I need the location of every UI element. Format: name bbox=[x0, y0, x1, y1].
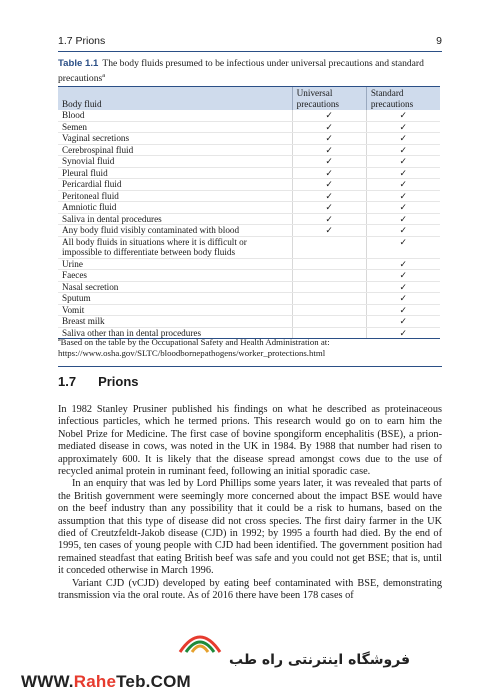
table-row bbox=[58, 293, 440, 305]
cell-body-fluid: Amniotic fluid bbox=[58, 202, 292, 214]
watermark-url bbox=[18, 672, 194, 692]
cell-universal-check: ✓ bbox=[292, 190, 366, 202]
table-row bbox=[58, 167, 440, 179]
cell-body-fluid: Any body fluid visibly contaminated with blood bbox=[58, 225, 292, 237]
cell-universal-check: ✓ bbox=[292, 121, 366, 133]
table-caption-text: The body fluids presumed to be infectious under universal precautions and standard precautions bbox=[58, 58, 424, 85]
cell-body-fluid: Urine bbox=[58, 258, 292, 270]
section-number: 1.7 bbox=[58, 374, 77, 389]
table-row bbox=[58, 202, 440, 214]
cell-body-fluid: Breast milk bbox=[58, 316, 292, 328]
watermark-logo-icon bbox=[176, 628, 224, 656]
cell-universal-check: ✓ bbox=[292, 179, 366, 191]
cell-body-fluid: Vomit bbox=[58, 304, 292, 316]
cell-standard-check: ✓ bbox=[366, 236, 440, 258]
cell-universal-check: ✓ bbox=[292, 133, 366, 145]
cell-universal-check bbox=[292, 270, 366, 282]
table-row bbox=[58, 156, 440, 168]
table-row bbox=[58, 133, 440, 145]
cell-standard-check: ✓ bbox=[366, 225, 440, 237]
cell-universal-check bbox=[292, 304, 366, 316]
cell-body-fluid: Vaginal secretions bbox=[58, 133, 292, 145]
cell-body-fluid: Sputum bbox=[58, 293, 292, 305]
table-row bbox=[58, 270, 440, 282]
table-caption bbox=[58, 58, 442, 85]
cell-standard-check: ✓ bbox=[366, 144, 440, 156]
table-label: Table 1.1 bbox=[58, 58, 99, 69]
cell-standard-check: ✓ bbox=[366, 179, 440, 191]
cell-standard-check: ✓ bbox=[366, 213, 440, 225]
table-row bbox=[58, 121, 440, 133]
column-header-standard: Standard precautions bbox=[366, 87, 440, 111]
cell-body-fluid: Blood bbox=[58, 110, 292, 121]
cell-universal-check bbox=[292, 293, 366, 305]
cell-standard-check: ✓ bbox=[366, 202, 440, 214]
running-head-section: 1.7 Prions bbox=[58, 35, 106, 47]
page-number: 9 bbox=[436, 35, 442, 47]
cell-universal-check bbox=[292, 258, 366, 270]
cell-body-fluid: Saliva other than in dental procedures bbox=[58, 327, 292, 339]
cell-body-fluid: Pericardial fluid bbox=[58, 179, 292, 191]
cell-standard-check: ✓ bbox=[366, 281, 440, 293]
table-row bbox=[58, 258, 440, 270]
cell-standard-check: ✓ bbox=[366, 327, 440, 339]
caption-footnote-marker: a bbox=[102, 72, 106, 79]
table-row bbox=[58, 281, 440, 293]
cell-body-fluid: Synovial fluid bbox=[58, 156, 292, 168]
table-row bbox=[58, 316, 440, 328]
cell-standard-check: ✓ bbox=[366, 110, 440, 121]
table-footnote bbox=[58, 335, 442, 359]
section-rule bbox=[58, 366, 442, 367]
table-row bbox=[58, 190, 440, 202]
cell-standard-check: ✓ bbox=[366, 156, 440, 168]
table-header-row bbox=[58, 87, 440, 111]
section-heading bbox=[58, 374, 139, 389]
cell-standard-check: ✓ bbox=[366, 316, 440, 328]
footnote-text: Based on the table by the Occupational Safety and Health Administration at: https://www.osha.gov/SLTC/bloodbornepathogens/worker_protections.html bbox=[58, 336, 330, 359]
cell-standard-check: ✓ bbox=[366, 167, 440, 179]
body-fluids-table bbox=[58, 86, 440, 339]
watermark-url-accent: Rahe bbox=[73, 672, 117, 691]
cell-body-fluid: All body fluids in situations where it is difficult or impossible to differentiate between body fluids bbox=[58, 236, 292, 258]
cell-universal-check: ✓ bbox=[292, 110, 366, 121]
cell-universal-check bbox=[292, 316, 366, 328]
cell-standard-check: ✓ bbox=[366, 304, 440, 316]
table-row bbox=[58, 304, 440, 316]
table-row bbox=[58, 110, 440, 121]
table-row bbox=[58, 144, 440, 156]
table-body bbox=[58, 110, 440, 339]
cell-universal-check: ✓ bbox=[292, 167, 366, 179]
cell-body-fluid: Peritoneal fluid bbox=[58, 190, 292, 202]
footnote-marker: a bbox=[58, 337, 61, 343]
cell-standard-check: ✓ bbox=[366, 133, 440, 145]
cell-universal-check: ✓ bbox=[292, 202, 366, 214]
watermark-url-rest: Teb.COM bbox=[116, 672, 191, 691]
table-row bbox=[58, 213, 440, 225]
table-row bbox=[58, 225, 440, 237]
table-row bbox=[58, 179, 440, 191]
cell-body-fluid: Cerebrospinal fluid bbox=[58, 144, 292, 156]
cell-universal-check bbox=[292, 281, 366, 293]
cell-body-fluid: Semen bbox=[58, 121, 292, 133]
column-header-universal: Universal precautions bbox=[292, 87, 366, 111]
watermark-url-prefix: WWW. bbox=[21, 672, 74, 691]
cell-body-fluid: Pleural fluid bbox=[58, 167, 292, 179]
table-row bbox=[58, 236, 440, 258]
paragraph: In an enquiry that was led by Lord Phillips some years later, it was revealed that parts of the British government were seemingly more concerned about the impact BSE would have on the beef industry than any possibility that it could be a risk to humans, based on the assumption that this type of disease did not cross species. The first dairy farmer in the UK died of Creutzfeldt-Jakob disease (CJD) in 1992; by 1995 a fourth had died. By the end of 1995, ten cases of young people with CJD had been identified. The government position had remained steadfast that eating British beef was safe and you could not get BSE; that is, until it conceded otherwise in March 1996. bbox=[58, 478, 442, 577]
cell-universal-check: ✓ bbox=[292, 156, 366, 168]
body-text bbox=[58, 404, 442, 603]
paragraph: Variant CJD (vCJD) developed by eating beef contaminated with BSE, demonstrating transmission via the oral route. As of 2016 there have been 178 cases of bbox=[58, 577, 442, 602]
cell-universal-check: ✓ bbox=[292, 225, 366, 237]
cell-standard-check: ✓ bbox=[366, 258, 440, 270]
cell-universal-check: ✓ bbox=[292, 144, 366, 156]
paragraph: In 1982 Stanley Prusiner published his findings on what he described as proteinaceous infectious particles, which he termed prions. This research would go on to earn him the Nobel Prize for Medicine. The first case of bovine spongiform encephalitis (BSE), a prion-mediated disease in cows, was noted in the UK in 1984. By 1988 that number had risen to approximately 600. It is likely that the disease spread amongst cows due to the use of recycled animal protein in ruminant feed, following an initial sporadic case. bbox=[58, 404, 442, 478]
running-head bbox=[58, 35, 442, 47]
section-title: Prions bbox=[98, 374, 139, 389]
column-header-body-fluid: Body fluid bbox=[58, 87, 292, 111]
cell-standard-check: ✓ bbox=[366, 121, 440, 133]
cell-standard-check: ✓ bbox=[366, 270, 440, 282]
cell-standard-check: ✓ bbox=[366, 190, 440, 202]
header-rule bbox=[58, 51, 442, 52]
cell-universal-check bbox=[292, 236, 366, 258]
cell-body-fluid: Faeces bbox=[58, 270, 292, 282]
cell-body-fluid: Saliva in dental procedures bbox=[58, 213, 292, 225]
cell-standard-check: ✓ bbox=[366, 293, 440, 305]
cell-body-fluid: Nasal secretion bbox=[58, 281, 292, 293]
watermark-persian-text: فروشگاه اینترنتی راه طب bbox=[225, 652, 414, 668]
cell-universal-check: ✓ bbox=[292, 213, 366, 225]
